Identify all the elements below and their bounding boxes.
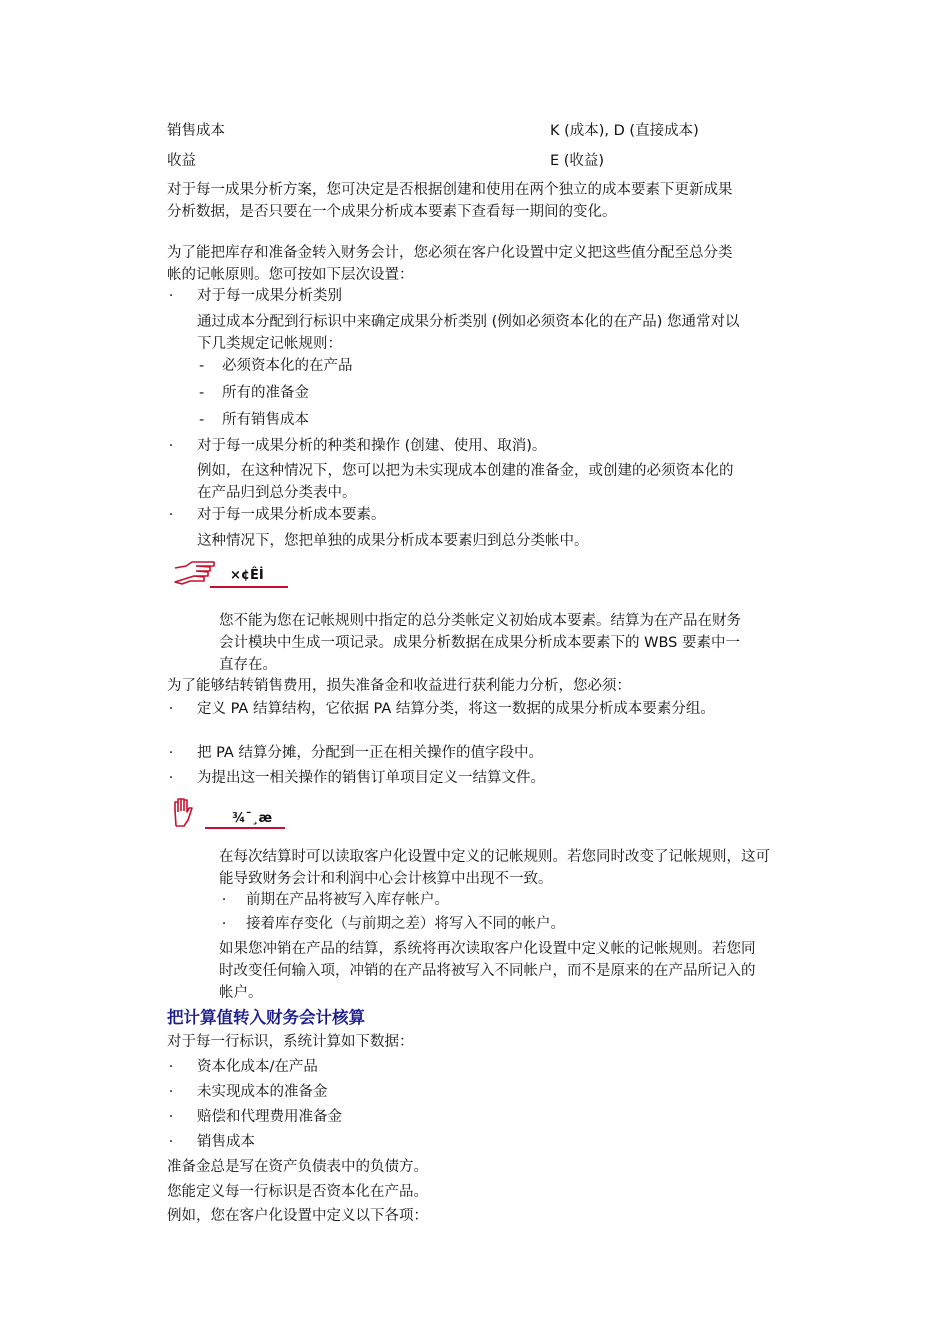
bullet-marker: · [168, 745, 174, 761]
list-item: 把 PA 结算分摊，分配到一正在相关操作的值字段中。 [197, 745, 543, 761]
section-paragraph: 您能定义每一行标识是否资本化在产品。 [167, 1184, 428, 1200]
intro-paragraph: 为了能把库存和准备金转入财务会计，您必须在客户化设置中定义把这些值分配至总分类帐的记帐原则。您可按如下层次设置： [167, 245, 733, 283]
note-text: 在每次结算时可以读取客户化设置中定义的记帐规则。若您同时改变了记帐规则，这可能导致财务会计和利润中心会计核算中出现不一致。 [219, 849, 770, 887]
list-item: 定义 PA 结算结构，它依据 PA 结算分类，将这一数据的成果分析成本要素分组。 [197, 701, 715, 717]
pa-intro: 为了能够结转销售费用，损失准备金和收益进行获利能力分析，您必须： [167, 678, 631, 694]
pointing-hand-icon [172, 560, 218, 588]
bullet-marker: · [168, 770, 174, 786]
section-paragraph: 例如，您在客户化设置中定义以下各项： [167, 1208, 428, 1224]
bullet-marker: · [168, 1109, 174, 1125]
list-item: 接着库存变化（与前期之差）将写入不同的帐户。 [246, 916, 565, 932]
intro-paragraph: 对于每一成果分析方案，您可决定是否根据创建和使用在两个独立的成本要素下更新成果分析数据，是否只要在一个成果分析成本要素下查看每一期间的变化。 [167, 182, 733, 220]
note-label: ¾¯¸æ [232, 811, 273, 826]
table-row-value: E (收益) [550, 153, 605, 169]
dash-marker: - [199, 385, 205, 401]
bullet-marker: · [168, 1134, 174, 1150]
sub-list-item: 必须资本化的在产品 [222, 358, 353, 374]
sub-list-item: 所有的准备金 [222, 385, 309, 401]
table-row-value: K (成本), D (直接成本) [550, 123, 699, 139]
raised-hand-icon [170, 796, 196, 828]
section-paragraph: 准备金总是写在资产负债表中的负债方。 [167, 1159, 428, 1175]
bullet-marker: · [168, 1084, 174, 1100]
note-rule [210, 586, 288, 588]
dash-marker: - [199, 412, 205, 428]
bullet-marker: · [168, 701, 174, 717]
list-item: 为提出这一相关操作的销售订单项目定义一结算文件。 [197, 770, 545, 786]
section-heading: 把计算值转入财务会计核算 [167, 1008, 365, 1027]
list-item: 赔偿和代理费用准备金 [197, 1109, 342, 1125]
note-text: 您不能为您在记帐规则中指定的总分类帐定义初始成本要素。结算为在产品在财务会计模块中生成一项记录。成果分析数据在成果分析成本要素下的 WBS 要素中一直存在。 [219, 613, 741, 673]
list-item: 销售成本 [197, 1134, 255, 1150]
list-item: 前期在产品将被写入库存帐户。 [246, 892, 449, 908]
bullet-marker: · [221, 892, 227, 908]
list-item-description: 这种情况下，您把单独的成果分析成本要素归到总分类帐中。 [197, 533, 589, 549]
note-text: 如果您冲销在产品的结算，系统将再次读取客户化设置中定义帐的记帐规则。若您同时改变任何输入项，冲销的在产品将被写入不同帐户，而不是原来的在产品所记入的帐户。 [219, 941, 756, 1001]
section-intro: 对于每一行标识，系统计算如下数据： [167, 1034, 414, 1050]
table-row-name: 收益 [167, 153, 196, 169]
sub-list-item: 所有销售成本 [222, 412, 309, 428]
dash-marker: - [199, 358, 205, 374]
list-item-description: 通过成本分配到行标识中来确定成果分析类别 (例如必须资本化的在产品) 您通常对以下几类规定记帐规则： [197, 314, 740, 352]
list-item: 对于每一成果分析的种类和操作 (创建、使用、取消)。 [197, 438, 547, 454]
list-item: 对于每一成果分析成本要素。 [197, 507, 386, 523]
list-item: 资本化成本/在产品 [197, 1059, 318, 1075]
bullet-marker: · [168, 438, 174, 454]
list-item-description: 例如，在这种情况下，您可以把为未实现成本创建的准备金，或创建的必须资本化的在产品归到总分类表中。 [197, 463, 734, 501]
bullet-marker: · [168, 288, 174, 304]
bullet-marker: · [221, 916, 227, 932]
bullet-marker: · [168, 1059, 174, 1075]
list-item: 未实现成本的准备金 [197, 1084, 328, 1100]
bullet-marker: · [168, 507, 174, 523]
list-item: 对于每一成果分析类别 [197, 288, 342, 304]
table-row-name: 销售成本 [167, 123, 225, 139]
note-label: ×¢Êİ [230, 568, 264, 583]
note-rule [205, 827, 285, 829]
